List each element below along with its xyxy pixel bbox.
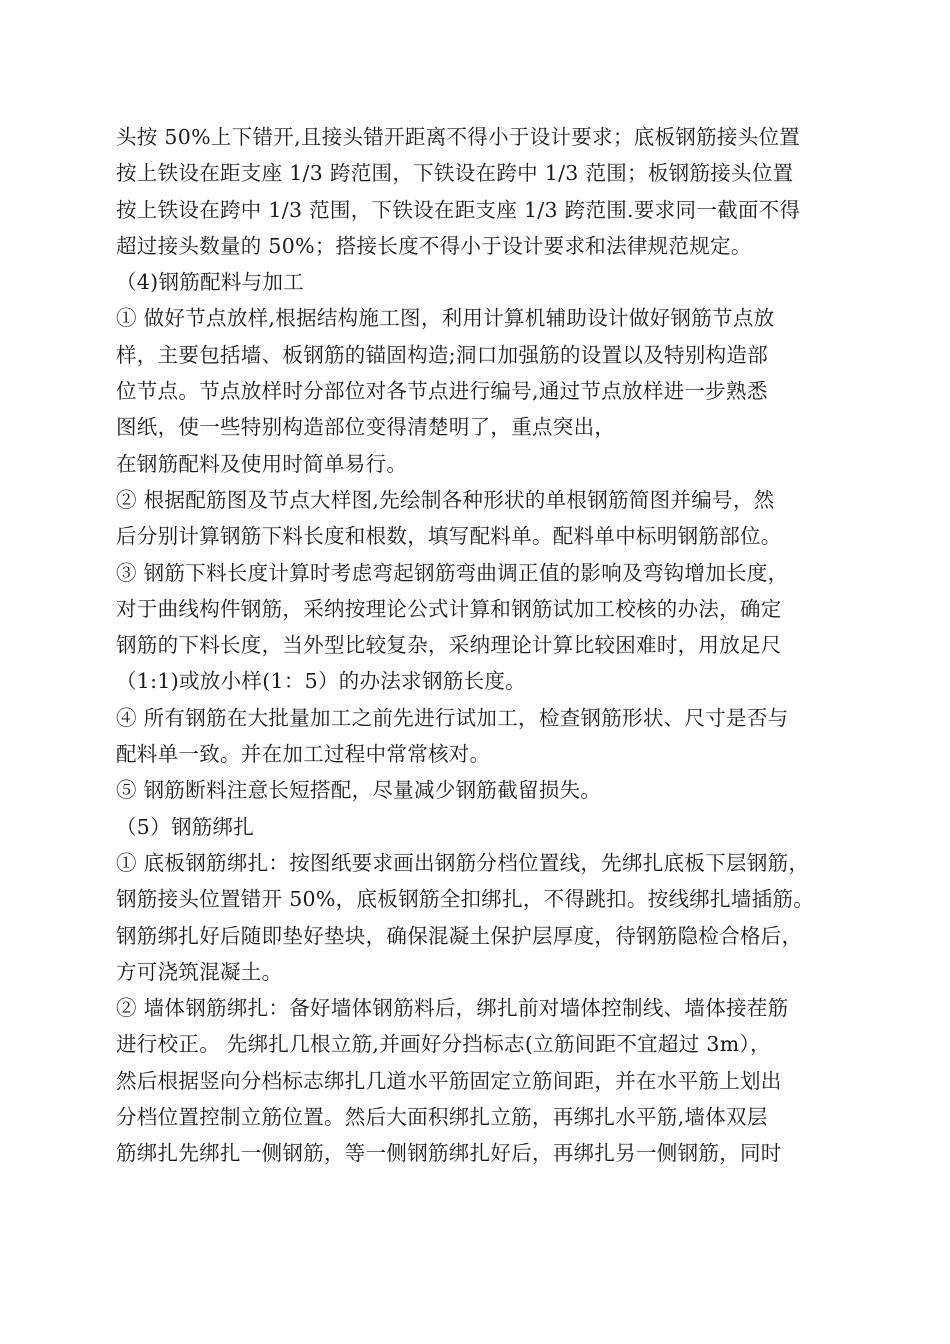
text-line: 对于曲线构件钢筋，采纳按理论公式计算和钢筋试加工校核的办法，确定 [116,596,782,621]
text-line: ② 根据配筋图及节点大样图,先绘制各种形状的单根钢筋简图并编号，然 [116,487,775,512]
text-line: 按上铁设在跨中 1/3 范围，下铁设在距支座 1/3 跨范围.要求同一截面不得 [116,197,801,222]
text-line: 配料单一致。并在加工过程中常常核对。 [116,742,491,767]
text-line: 分档位置控制立筋位置。然后大面积绑扎立筋，再绑扎水平筋,墙体双层 [116,1105,768,1130]
text-line: 钢筋绑扎好后随即垫好垫块，确保混凝土保护层厚度，待钢筋隐检合格后， [116,923,803,948]
body-text [116,119,846,1172]
section-heading: （5）钢筋绑扎 [116,814,255,839]
text-line: 钢筋的下料长度，当外型比较复杂，采纳理论计算比较困难时，用放足尺 [116,633,782,658]
text-line: 图纸，使一些特别构造部位变得清楚明了，重点突出， [116,415,616,440]
text-line: 后分别计算钢筋下料长度和根数，填写配料单。配料单中标明钢筋部位。 [116,524,782,549]
text-line: 钢筋接头位置错开 50%，底板钢筋全扣绑扎，不得跳扣。按线绑扎墙插筋。 [116,887,815,912]
text-line: ③ 钢筋下料长度计算时考虑弯起钢筋弯曲调正值的影响及弯钩增加长度， [116,560,789,585]
text-line: ⑤ 钢筋断料注意长短搭配，尽量减少钢筋截留损失。 [116,778,602,803]
section-heading: （4)钢筋配料与加工 [116,270,305,295]
text-line: 头按 50%上下错开,且接头错开距离不得小于设计要求；底板钢筋接头位置 [116,125,801,149]
text-line: 样，主要包括墙、板钢筋的锚固构造;洞口加强筋的设置以及特别构造部 [116,342,769,367]
text-line: 按上铁设在距支座 1/3 跨范围，下铁设在跨中 1/3 范围；板钢筋接头位置 [116,161,794,186]
text-line: 位节点。节点放样时分部位对各节点进行编号,通过节点放样进一步熟悉 [116,379,768,404]
text-line: ④ 所有钢筋在大批量加工之前先进行试加工，检查钢筋形状、尺寸是否与 [116,705,789,730]
text-line: 然后根据竖向分档标志绑扎几道水平筋固定立筋间距，并在水平筋上划出 [116,1068,782,1093]
text-line: 筋绑扎先绑扎一侧钢筋，等一侧钢筋绑扎好后，再绑扎另一侧钢筋，同时 [116,1141,782,1166]
text-line: 进行校正。 先绑扎几根立筋,并画好分挡标志(立筋间距不宜超过 3m）， [116,1032,771,1057]
text-line: 在钢筋配料及使用时简单易行。 [116,451,408,476]
text-line: ② 墙体钢筋绑扎：备好墙体钢筋料后，绑扎前对墙体控制线、墙体接茬筋 [116,996,789,1021]
text-line: ① 底板钢筋绑扎：按图纸要求画出钢筋分档位置线，先绑扎底板下层钢筋， [116,850,810,875]
text-line: 方可浇筑混凝土。 [116,959,283,984]
text-line: 超过接头数量的 50%；搭接长度不得小于设计要求和法律规范规定。 [116,233,752,258]
text-line: （1:1)或放小样(1：5）的办法求钢筋长度。 [116,669,526,694]
text-line: ① 做好节点放样,根据结构施工图，利用计算机辅助设计做好钢筋节点放 [116,306,775,331]
